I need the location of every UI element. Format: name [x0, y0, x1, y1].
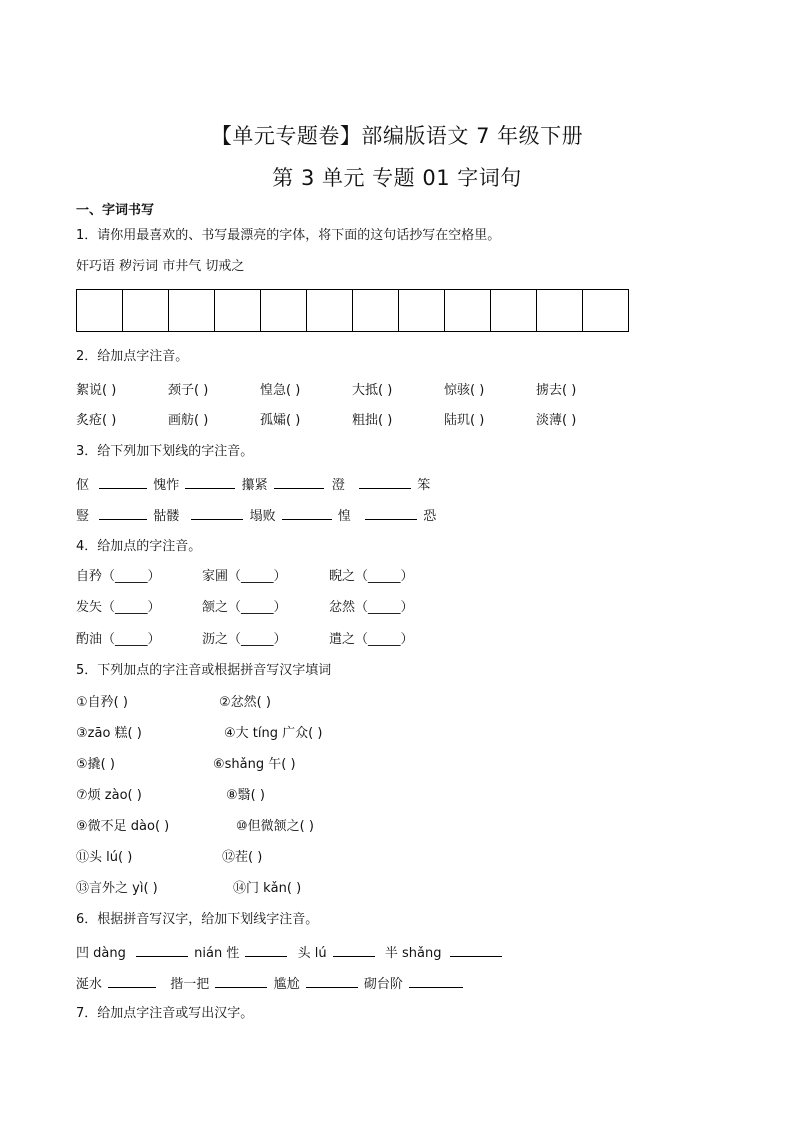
- q4-item: 沥之（_____）: [202, 632, 287, 647]
- blank-line[interactable]: [450, 944, 502, 957]
- q3-item: 笨: [417, 478, 431, 493]
- q2-item: 颈子( ): [168, 383, 209, 398]
- q5-item: ⑤撬( ): [76, 757, 115, 772]
- q4-prompt: 4．给加点的字注音。: [76, 539, 202, 554]
- q4-item: 自矜（_____）: [76, 569, 161, 584]
- blank-line[interactable]: [191, 507, 243, 520]
- grid-cell[interactable]: [583, 289, 629, 332]
- q1-text: 奸巧语 秽污词 市井气 切戒之: [76, 259, 245, 274]
- q2-item: 淡薄( ): [536, 413, 577, 428]
- q6-item: 半 shǎng: [384, 946, 442, 961]
- q3-item: 澄: [331, 478, 345, 493]
- q2-item: 画舫( ): [168, 413, 209, 428]
- q6-prompt: 6．根据拼音写汉字，给加下划线字注音。: [76, 912, 319, 927]
- blank-line[interactable]: [215, 975, 267, 988]
- q4-item: 家圃（_____）: [202, 569, 287, 584]
- q2-item: 惶急( ): [260, 383, 301, 398]
- grid-cell[interactable]: [307, 289, 353, 332]
- q4-item: 发矢（_____）: [76, 600, 161, 615]
- q6-item: 凹 dàng: [76, 946, 126, 961]
- q5-item: ②忿然( ): [219, 695, 271, 710]
- q6-item: 揩一把: [170, 977, 210, 992]
- q3-item: 愧怍: [153, 478, 180, 493]
- blank-line[interactable]: [306, 975, 358, 988]
- q2-item: 絮说( ): [76, 383, 117, 398]
- grid-cell[interactable]: [215, 289, 261, 332]
- q5-item: ⑧翳( ): [226, 788, 265, 803]
- grid-cell[interactable]: [261, 289, 307, 332]
- grid-cell[interactable]: [123, 289, 169, 332]
- blank-line[interactable]: [136, 944, 188, 957]
- q5-item: ⑨微不足 dào( ): [76, 819, 170, 834]
- grid-cell[interactable]: [537, 289, 583, 332]
- blank-line[interactable]: [99, 476, 147, 489]
- grid-cell[interactable]: [353, 289, 399, 332]
- grid-cell[interactable]: [491, 289, 537, 332]
- q4-item: 遣之（_____）: [329, 632, 414, 647]
- q6-item: 涎水: [76, 977, 103, 992]
- q5-item: ①自矜( ): [76, 695, 128, 710]
- title-line2: 第 3 单元 专题 01 字词句: [272, 166, 522, 190]
- q3-item: 恐: [423, 509, 437, 524]
- blank-line[interactable]: [245, 944, 287, 957]
- q4-item: 酌油（_____）: [76, 632, 161, 647]
- q5-item: ⑭门 kǎn( ): [233, 881, 302, 896]
- q2-prompt: 2．给加点字注音。: [76, 349, 189, 364]
- blank-line[interactable]: [409, 975, 463, 988]
- q5-item: ⑪头 lú( ): [76, 850, 133, 865]
- q4-item: 睨之（_____）: [329, 569, 414, 584]
- q3-item: 伛: [76, 478, 90, 493]
- blank-line[interactable]: [359, 476, 411, 489]
- q1-prompt: 1．请你用最喜欢的、书写最漂亮的字体，将下面的这句话抄写在空格里。: [76, 228, 501, 243]
- grid-cell[interactable]: [169, 289, 215, 332]
- q3-item: 豎: [76, 509, 90, 524]
- grid-cell[interactable]: [445, 289, 491, 332]
- grid-cell[interactable]: [77, 289, 123, 332]
- q6-item: 尴尬: [273, 977, 300, 992]
- q3-item: 攥紧: [241, 478, 268, 493]
- q5-item: ④大 tíng 广众( ): [224, 726, 323, 741]
- blank-line[interactable]: [99, 507, 147, 520]
- q5-item: ⑩但微颔之( ): [236, 819, 314, 834]
- blank-line[interactable]: [108, 975, 156, 988]
- q7-prompt: 7．给加点字注音或写出汉字。: [76, 1006, 254, 1021]
- q2-item: 孤孀( ): [260, 413, 301, 428]
- q6-item: 头 lú: [297, 946, 327, 961]
- q6-item: nián 性: [194, 946, 240, 961]
- q3-prompt: 3．给下列加下划线的字注音。: [76, 444, 254, 459]
- blank-line[interactable]: [282, 507, 332, 520]
- q6-item: 砌台阶: [363, 977, 403, 992]
- q3-item: 惶: [337, 509, 351, 524]
- grid-cell[interactable]: [399, 289, 445, 332]
- q3-row2: [76, 507, 436, 525]
- q6-row2: [76, 975, 463, 993]
- blank-line[interactable]: [185, 476, 235, 489]
- q2-item: 粗拙( ): [352, 413, 393, 428]
- q3-item: 骷髅: [153, 509, 180, 524]
- blank-line[interactable]: [365, 507, 417, 520]
- q2-item: 惊骇( ): [444, 383, 485, 398]
- q5-item: ⑫茬( ): [222, 850, 263, 865]
- q5-item: ③zāo 糕( ): [76, 726, 142, 741]
- q3-item: 塌败: [249, 509, 276, 524]
- title-line1: 【单元专题卷】部编版语文 7 年级下册: [210, 124, 584, 148]
- q2-item: 陆玑( ): [444, 413, 485, 428]
- q2-item: 大抵( ): [352, 383, 393, 398]
- q5-prompt: 5．下列加点的字注音或根据拼音写汉字填词: [76, 663, 332, 678]
- q4-item: 忿然（_____）: [329, 600, 414, 615]
- q5-item: ⑬言外之 yì( ): [76, 881, 158, 896]
- section-heading: 一、字词书写: [76, 203, 155, 218]
- q5-item: ⑥shǎng 午( ): [213, 757, 296, 772]
- q4-item: 颔之（_____）: [202, 600, 287, 615]
- q6-row1: [76, 944, 502, 962]
- writing-grid[interactable]: [76, 289, 629, 332]
- q3-row1: [76, 476, 430, 494]
- q2-item: 掳去( ): [536, 383, 577, 398]
- blank-line[interactable]: [274, 476, 324, 489]
- q5-item: ⑦烦 zào( ): [76, 788, 142, 803]
- q2-item: 炙疮( ): [76, 413, 117, 428]
- blank-line[interactable]: [333, 944, 375, 957]
